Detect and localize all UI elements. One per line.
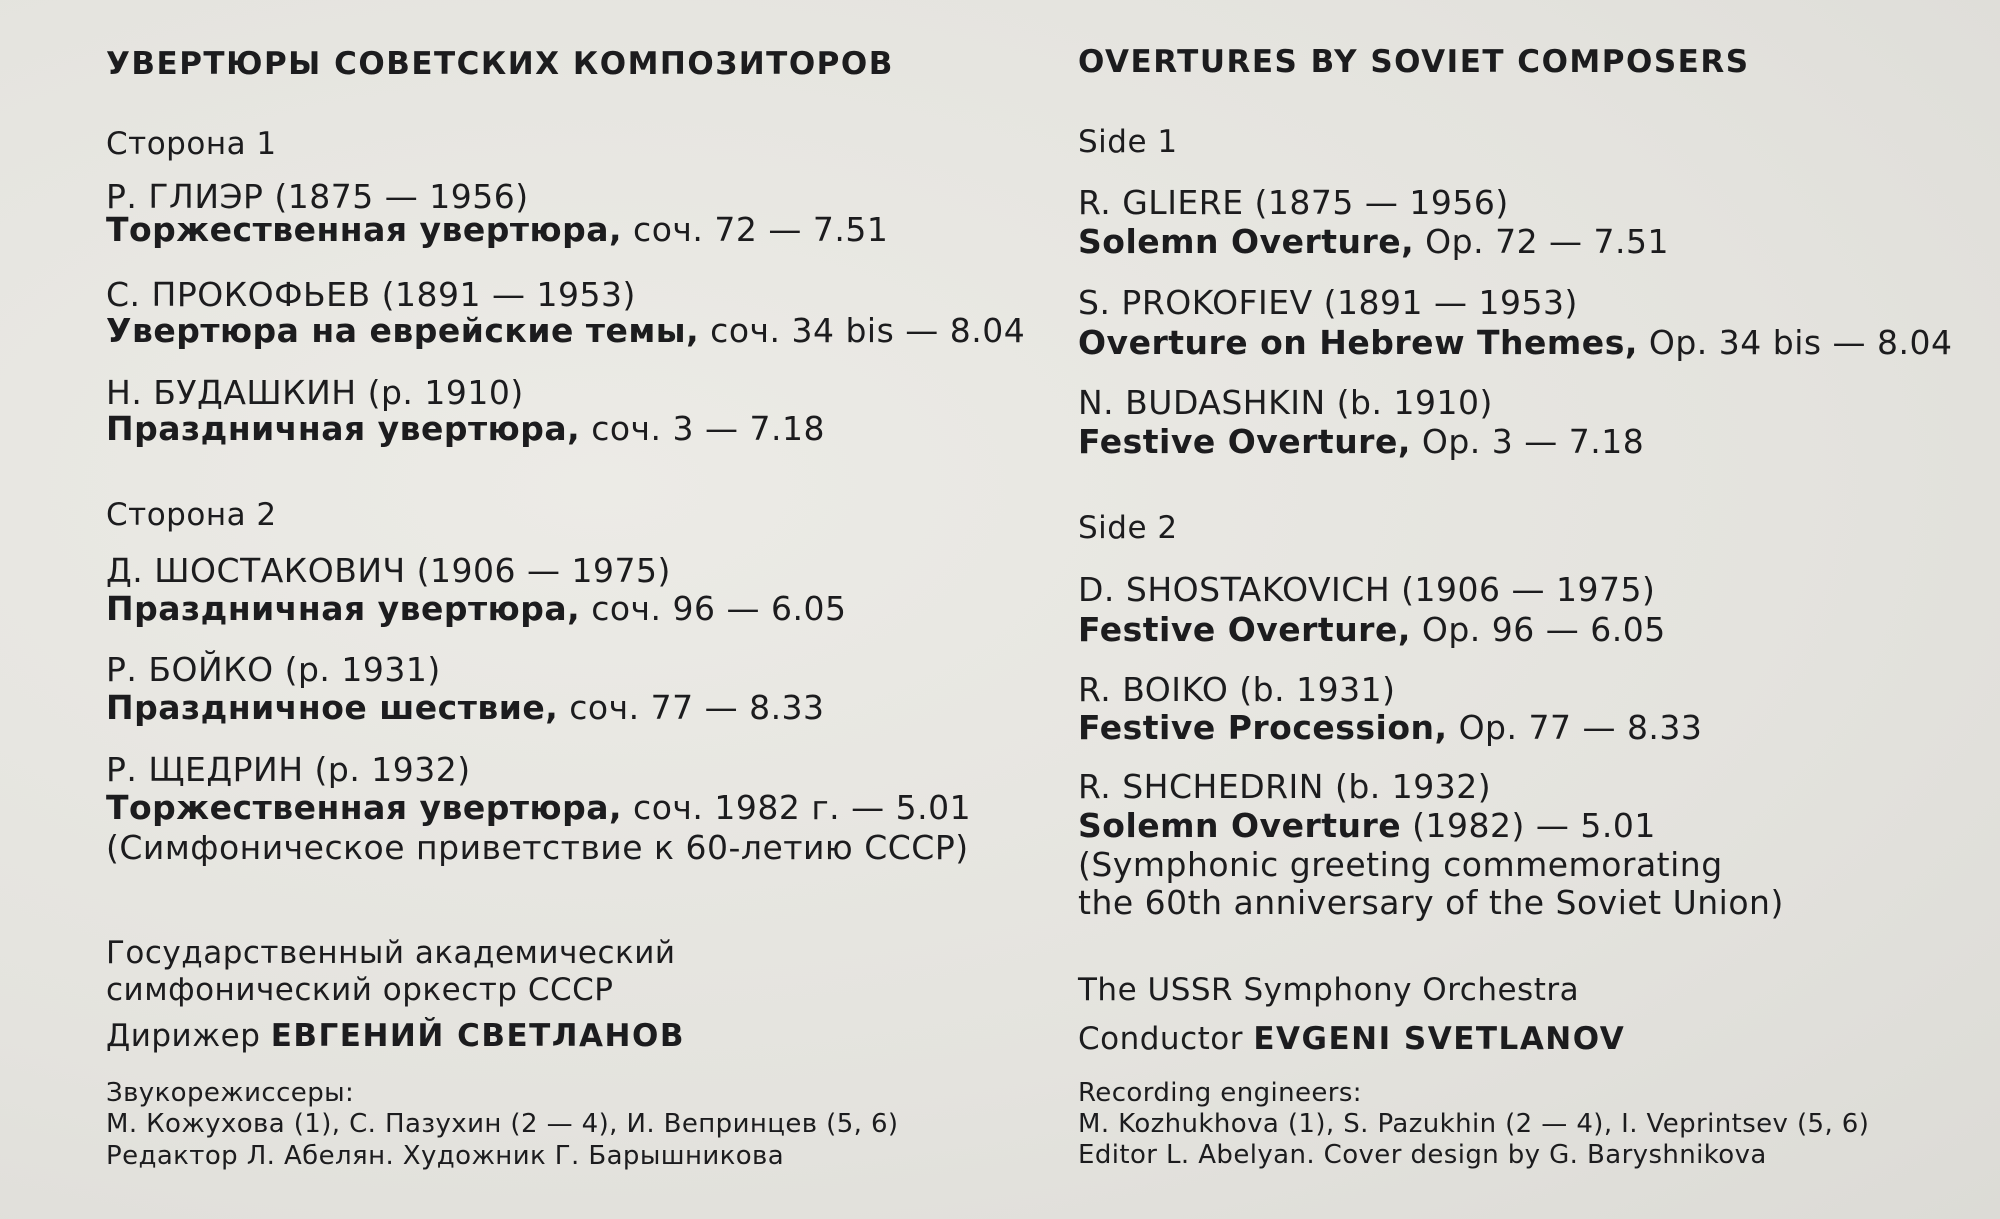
ru-track4-work: Праздничная увертюра, соч. 96 — 6.05 (106, 589, 847, 628)
ru-track5-work: Праздничное шествие, соч. 77 — 8.33 (106, 688, 825, 727)
en-track1-composer: R. GLIERE (1875 — 1956) (1078, 183, 1509, 222)
en-track3-composer: N. BUDASHKIN (b. 1910) (1078, 383, 1493, 422)
ru-track3-composer: Н. БУДАШКИН (р. 1910) (106, 373, 524, 412)
en-engineers-label: Recording engineers: (1078, 1078, 1362, 1108)
en-track2-work: Overture on Hebrew Themes, Op. 34 bis — 8.04 (1078, 323, 1953, 362)
en-track5-work: Festive Procession, Op. 77 — 8.33 (1078, 708, 1703, 747)
en-track6-composer: R. SHCHEDRIN (b. 1932) (1078, 767, 1492, 806)
english-side2-label: Side 2 (1078, 510, 1178, 546)
ru-track4-composer: Д. ШОСТАКОВИЧ (1906 — 1975) (106, 551, 671, 590)
ru-track2-composer: С. ПРОКОФЬЕВ (1891 — 1953) (106, 275, 636, 314)
russian-side1-label: Сторона 1 (106, 126, 277, 162)
en-track6-note-line1: (Symphonic greeting commemorating (1078, 845, 1723, 884)
russian-title: УВЕРТЮРЫ СОВЕТСКИХ КОМПОЗИТОРОВ (106, 46, 894, 82)
en-engineers-names: M. Kozhukhova (1), S. Pazukhin (2 — 4), I. Veprintsev (5, 6) (1078, 1109, 1870, 1139)
ru-track6-work: Торжественная увертюра, соч. 1982 г. — 5.01 (106, 788, 972, 827)
en-track4-work: Festive Overture, Op. 96 — 6.05 (1078, 610, 1666, 649)
en-track1-work: Solemn Overture, Op. 72 — 7.51 (1078, 222, 1670, 261)
en-track4-composer: D. SHOSTAKOVICH (1906 — 1975) (1078, 570, 1656, 609)
en-editor-line: Editor L. Abelyan. Cover design by G. Baryshnikova (1078, 1140, 1767, 1170)
ru-editor-line: Редактор Л. Абелян. Художник Г. Барышникова (106, 1141, 785, 1171)
ru-track1-work: Торжественная увертюра, соч. 72 — 7.51 (106, 210, 889, 249)
ru-conductor: Дирижер ЕВГЕНИЙ СВЕТЛАНОВ (106, 1018, 685, 1054)
en-track6-work: Solemn Overture (1982) — 5.01 (1078, 806, 1656, 845)
ru-track2-work: Увертюра на еврейские темы, соч. 34 bis — 8.04 (106, 311, 1026, 350)
ru-orchestra-line2: симфонический оркестр СССР (106, 972, 614, 1008)
en-orchestra: The USSR Symphony Orchestra (1078, 972, 1580, 1008)
english-title: OVERTURES BY SOVIET COMPOSERS (1078, 44, 1750, 80)
english-side1-label: Side 1 (1078, 124, 1178, 160)
en-track6-note-line2: the 60th anniversary of the Soviet Union) (1078, 883, 1784, 922)
en-track3-work: Festive Overture, Op. 3 — 7.18 (1078, 422, 1645, 461)
en-conductor: Conductor EVGENI SVETLANOV (1078, 1021, 1626, 1057)
en-track2-composer: S. PROKOFIEV (1891 — 1953) (1078, 283, 1578, 322)
ru-track6-note: (Симфоническое приветствие к 60-летию СССР) (106, 828, 969, 867)
ru-track3-work: Праздничная увертюра, соч. 3 — 7.18 (106, 409, 825, 448)
ru-orchestra-line1: Государственный академический (106, 935, 676, 971)
ru-engineers-label: Звукорежиссеры: (106, 1078, 355, 1108)
ru-track1-composer: Р. ГЛИЭР (1875 — 1956) (106, 177, 529, 216)
russian-side2-label: Сторона 2 (106, 497, 277, 533)
en-track5-composer: R. BOIKO (b. 1931) (1078, 670, 1396, 709)
ru-track6-composer: Р. ЩЕДРИН (р. 1932) (106, 750, 471, 789)
ru-track5-composer: Р. БОЙКО (р. 1931) (106, 650, 441, 689)
ru-engineers-names: М. Кожухова (1), С. Пазухин (2 — 4), И. Вепринцев (5, 6) (106, 1109, 899, 1139)
